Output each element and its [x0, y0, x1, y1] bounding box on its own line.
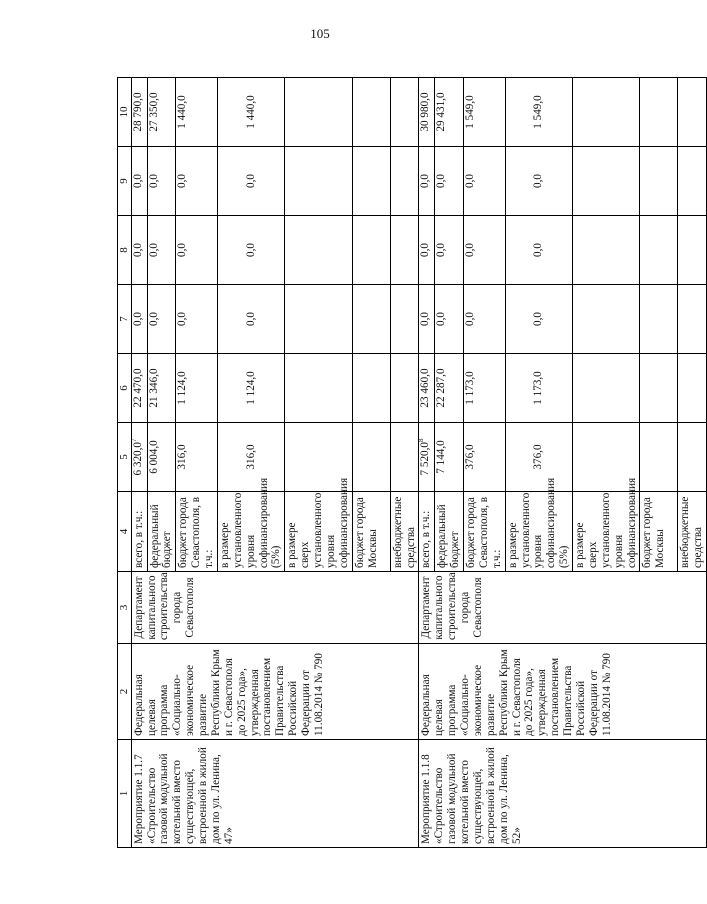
header-cell: 2 — [118, 644, 132, 740]
value-text: 0,0 — [464, 174, 477, 188]
value-cell-c7 — [390, 285, 419, 354]
value-cell-c8 — [464, 216, 506, 285]
footnote-marker: 8 — [417, 438, 426, 442]
value-cell-c6 — [505, 354, 572, 423]
funding-source-cell: в размере сверх установленного уровня софинансирования — [285, 492, 352, 572]
value-text: 0,0 — [147, 243, 160, 257]
funding-source-cell: всего, в т.ч.: — [419, 492, 435, 572]
value-text: 23 460,0 — [419, 368, 432, 408]
funding-source-cell: бюджет города Севастополя, в т.ч.: — [464, 492, 506, 572]
value-cell-c9 — [573, 147, 640, 216]
header-cell: 3 — [118, 572, 132, 644]
value-text: 316,0 — [176, 444, 189, 470]
value-text: 1 549,0 — [464, 95, 477, 129]
value-cell-c7 — [176, 285, 218, 354]
value-cell-c7 — [419, 285, 435, 354]
value-cell-c9 — [640, 147, 678, 216]
event-cell: Мероприятие 1.1.7 «Строительство газовой модульной котельной вместо существующей, встроенной в жилой дом по ул. Ленина, 47» — [131, 740, 419, 848]
value-text: 6 004,0 — [147, 440, 160, 474]
value-text: 1 549,0 — [532, 95, 545, 129]
value-text: 0,0 — [419, 174, 432, 188]
value-cell-c8 — [573, 216, 640, 285]
funding-source-cell: бюджет города Москвы — [640, 492, 678, 572]
value-cell-c7 — [435, 285, 464, 354]
value-cell-c9 — [390, 147, 419, 216]
value-cell-c10 — [640, 78, 678, 147]
funding-source-cell: в размере установленного уровня софинансирования (5%) — [217, 492, 284, 572]
funding-table — [117, 77, 707, 848]
value-cell-c9 — [678, 147, 707, 216]
value-text: 22 470,0 — [131, 368, 144, 408]
value-text: 0,0 — [244, 243, 257, 257]
funding-source-cell: в размере сверх установленного уровня софинансирования — [573, 492, 640, 572]
footnote-marker: 7 — [129, 438, 138, 442]
value-cell-c9 — [217, 147, 284, 216]
value-cell-c5 — [147, 423, 176, 492]
value-text: 0,0 — [532, 312, 545, 326]
value-cell-c5 — [464, 423, 506, 492]
value-text: 22 287,0 — [435, 368, 448, 408]
value-text: 0,0 — [244, 312, 257, 326]
value-cell-c6 — [419, 354, 435, 423]
header-cell: 4 — [118, 492, 132, 572]
value-cell-c10 — [147, 78, 176, 147]
value-text: 0,0 — [176, 243, 189, 257]
value-text: 0,0 — [435, 174, 448, 188]
value-cell-c10 — [678, 78, 707, 147]
event-cell: Мероприятие 1.1.8 «Строительство газовой модульной котельной вместо существующей, встроенной в жилой дом по ул. Ленина, 52» — [419, 740, 707, 848]
header-cell: 1 — [118, 740, 132, 848]
value-text: 7 520,0 — [419, 441, 432, 476]
value-cell-c7 — [464, 285, 506, 354]
value-cell-c10 — [419, 78, 435, 147]
value-cell-c10 — [390, 78, 419, 147]
value-cell-c6 — [678, 354, 707, 423]
value-cell-c5 — [352, 423, 390, 492]
value-cell-c10 — [435, 78, 464, 147]
value-cell-c9 — [505, 147, 572, 216]
header-cell: 6 — [118, 354, 132, 423]
funding-source-cell: бюджет города Севастополя, в т.ч.: — [176, 492, 218, 572]
header-cell: 7 — [118, 285, 132, 354]
value-cell-c5 — [390, 423, 419, 492]
program-cell: Федеральная целевая программа «Социально-экономическое развитие Республики Крым и г. Севастополя до 2025 года», утвержденная постановлением Правительства Российской Федерации от 11.08.2014 № 790 — [131, 644, 419, 740]
value-cell-c10 — [505, 78, 572, 147]
value-cell-c5 — [419, 423, 435, 492]
value-text: 0,0 — [147, 174, 160, 188]
value-cell-c8 — [640, 216, 678, 285]
executor-cell: Департамент капитального строительства города Севастополя — [131, 572, 419, 644]
value-cell-c8 — [285, 216, 352, 285]
value-cell-c10 — [217, 78, 284, 147]
value-cell-c6 — [285, 354, 352, 423]
value-text: 0,0 — [131, 243, 144, 257]
value-text: 0,0 — [464, 243, 477, 257]
value-cell-c8 — [435, 216, 464, 285]
value-cell-c9 — [285, 147, 352, 216]
value-cell-c10 — [131, 78, 147, 147]
value-cell-c5 — [131, 423, 147, 492]
value-cell-c6 — [147, 354, 176, 423]
header-row — [118, 78, 132, 848]
header-cell: 9 — [118, 147, 132, 216]
value-text: 0,0 — [131, 312, 144, 326]
value-text: 0,0 — [464, 312, 477, 326]
value-text: 316,0 — [244, 444, 257, 470]
value-text: 0,0 — [435, 312, 448, 326]
value-cell-c10 — [285, 78, 352, 147]
value-cell-c9 — [176, 147, 218, 216]
value-cell-c6 — [640, 354, 678, 423]
value-text: 1 124,0 — [176, 371, 189, 405]
value-cell-c8 — [176, 216, 218, 285]
funding-source-cell: бюджет города Москвы — [352, 492, 390, 572]
header-cell: 10 — [118, 78, 132, 147]
value-cell-c7 — [678, 285, 707, 354]
program-cell: Федеральная целевая программа «Социально-экономическое развитие Республики Крым и г. Севастополя до 2025 года», утвержденная постановлением Правительства Российской Федерации от 11.08.2014 № 790 — [419, 644, 707, 740]
value-cell-c9 — [435, 147, 464, 216]
value-cell-c6 — [217, 354, 284, 423]
value-cell-c8 — [147, 216, 176, 285]
value-text: 0,0 — [131, 174, 144, 188]
value-cell-c6 — [573, 354, 640, 423]
value-cell-c5 — [678, 423, 707, 492]
value-cell-c8 — [505, 216, 572, 285]
value-text: 0,0 — [176, 312, 189, 326]
header-cell: 8 — [118, 216, 132, 285]
value-cell-c7 — [217, 285, 284, 354]
value-cell-c9 — [147, 147, 176, 216]
value-cell-c5 — [640, 423, 678, 492]
value-text: 0,0 — [419, 243, 432, 257]
value-cell-c8 — [390, 216, 419, 285]
value-text: 29 431,0 — [435, 92, 448, 132]
value-cell-c8 — [678, 216, 707, 285]
table-row — [131, 78, 147, 848]
executor-cell: Департамент капитального строительства города Севастополя — [419, 572, 707, 644]
page-number: 105 — [310, 26, 330, 41]
value-cell-c7 — [573, 285, 640, 354]
value-text: 6 320,0 — [131, 441, 144, 476]
value-cell-c10 — [352, 78, 390, 147]
value-cell-c5 — [505, 423, 572, 492]
value-cell-c6 — [352, 354, 390, 423]
value-text: 30 980,0 — [419, 92, 432, 132]
value-cell-c6 — [176, 354, 218, 423]
value-text: 27 350,0 — [147, 92, 160, 132]
funding-source-cell: федеральный бюджет — [147, 492, 176, 572]
value-text: 1 440,0 — [176, 95, 189, 129]
value-cell-c10 — [464, 78, 506, 147]
value-text: 28 790,0 — [131, 92, 144, 132]
funding-source-cell: в размере установленного уровня софинансирования (5%) — [505, 492, 572, 572]
value-text: 0,0 — [435, 243, 448, 257]
value-cell-c10 — [176, 78, 218, 147]
value-cell-c6 — [131, 354, 147, 423]
value-text: 0,0 — [147, 312, 160, 326]
value-cell-c8 — [352, 216, 390, 285]
value-cell-c7 — [131, 285, 147, 354]
funding-source-cell: внебюджетные средства — [678, 492, 707, 572]
value-cell-c5 — [217, 423, 284, 492]
value-text: 0,0 — [176, 174, 189, 188]
value-text: 0,0 — [244, 174, 257, 188]
value-text: 1 440,0 — [244, 95, 257, 129]
value-cell-c5 — [435, 423, 464, 492]
value-cell-c9 — [464, 147, 506, 216]
value-cell-c5 — [176, 423, 218, 492]
value-cell-c7 — [285, 285, 352, 354]
header-cell: 5 — [118, 423, 132, 492]
table-row — [419, 78, 435, 848]
value-cell-c9 — [352, 147, 390, 216]
value-cell-c8 — [131, 216, 147, 285]
value-cell-c6 — [390, 354, 419, 423]
value-cell-c7 — [147, 285, 176, 354]
value-cell-c6 — [435, 354, 464, 423]
value-cell-c6 — [464, 354, 506, 423]
value-text: 1 124,0 — [244, 371, 257, 405]
value-text: 376,0 — [532, 444, 545, 470]
value-text: 21 346,0 — [147, 368, 160, 408]
value-text: 376,0 — [464, 444, 477, 470]
value-cell-c7 — [352, 285, 390, 354]
value-cell-c9 — [131, 147, 147, 216]
value-cell-c7 — [505, 285, 572, 354]
value-text: 0,0 — [532, 243, 545, 257]
value-cell-c8 — [419, 216, 435, 285]
value-text: 0,0 — [532, 174, 545, 188]
value-cell-c9 — [419, 147, 435, 216]
funding-source-cell: федеральный бюджет — [435, 492, 464, 572]
value-cell-c7 — [640, 285, 678, 354]
funding-source-cell: внебюджетные средства — [390, 492, 419, 572]
rotated-table-container — [117, 78, 705, 848]
value-text: 1 173,0 — [532, 371, 545, 405]
funding-source-cell: всего, в т.ч.: — [131, 492, 147, 572]
value-text: 1 173,0 — [464, 371, 477, 405]
value-cell-c8 — [217, 216, 284, 285]
value-cell-c10 — [573, 78, 640, 147]
value-text: 0,0 — [419, 312, 432, 326]
value-text: 7 144,0 — [435, 440, 448, 474]
